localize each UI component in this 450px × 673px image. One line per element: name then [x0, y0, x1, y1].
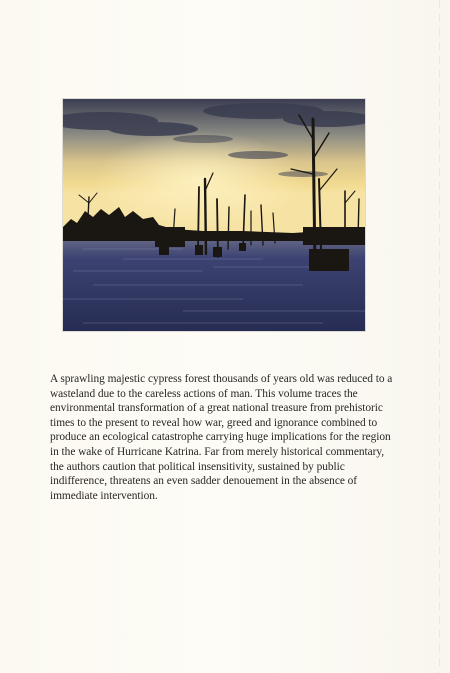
back-cover-blurb: A sprawling majestic cypress forest thousands of years old was reduced to a wasteland due to the careless actions of man. This volume traces the environmental transformation of a great national treasure from prehistoric times to the present to reveal how war, greed and ignorance combined to produce an ecological catastrophe carrying huge implications for the region in the wake of Hurricane Katrina. Far from merely historical commentary, the authors caution that political insensitivity, sustained by public indifference, threatens an even sadder denouement in the absence of immediate intervention. [50, 373, 393, 502]
cover-photo-swamp-sunset [63, 99, 365, 331]
page-edge [439, 0, 440, 673]
swamp-sunset-illustration [63, 99, 365, 331]
